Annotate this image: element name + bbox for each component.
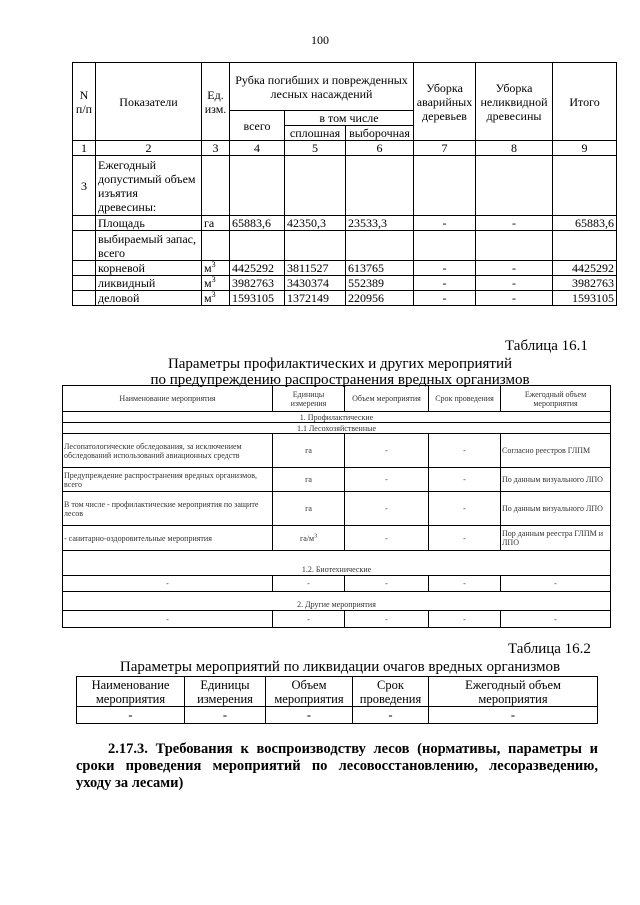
- cell-illiquid: -: [476, 276, 553, 291]
- cell-volume: -: [345, 526, 429, 551]
- row-num: 3: [73, 156, 96, 216]
- cell-selective: 23533,3: [346, 216, 414, 231]
- cell-dash: -: [501, 576, 611, 592]
- cell-dash: -: [63, 611, 273, 628]
- table-row: [63, 576, 611, 592]
- cell-total: 1593105: [230, 291, 285, 306]
- cell-name: Предупреждение распространения вредных организмов, всего: [63, 468, 273, 492]
- cell-solid: 1372149: [285, 291, 346, 306]
- cell-term: -: [429, 434, 501, 468]
- section-heading: 2.17.3. Требования к воспроизводству лесов (нормативы, параметры и сроки проведения мероприятий по лесовосстановлению, лесоразведению, уходу за лесами): [76, 741, 598, 791]
- col-number: 3: [202, 141, 230, 156]
- cell-dash: -: [266, 707, 353, 724]
- cell-selective: 613765: [346, 261, 414, 276]
- table-row: [63, 611, 611, 628]
- cell-dash: -: [353, 707, 429, 724]
- col-number: 1: [73, 141, 96, 156]
- cell-itogo: 3982763: [553, 276, 617, 291]
- cell-term: -: [429, 492, 501, 526]
- table-row: [73, 261, 617, 276]
- table-16-2-title: Параметры мероприятий по ликвидации очагов вредных организмов: [119, 659, 561, 675]
- cell-dash: -: [429, 611, 501, 628]
- header-volume: Объем мероприятия: [345, 386, 429, 412]
- col-number: 4: [230, 141, 285, 156]
- cell-annual: По данным визуального ЛПО: [501, 492, 611, 526]
- header-total: всего: [230, 111, 285, 141]
- header-term: Срок проведения: [353, 677, 429, 707]
- cell-unit: га: [273, 434, 345, 468]
- cell-illiquid: -: [476, 216, 553, 231]
- table-row: [63, 434, 611, 468]
- table-16-1-number: Таблица 16.1: [505, 338, 588, 354]
- header-emergency: Уборка аварийных деревьев: [414, 63, 476, 141]
- cell-total: 3982763: [230, 276, 285, 291]
- cell-emergency: -: [414, 216, 476, 231]
- table-16-1-title-line1: Параметры профилактических и других мероприятий: [167, 356, 513, 372]
- table-row: [73, 276, 617, 291]
- cell-volume: -: [345, 468, 429, 492]
- cell-unit: га: [273, 468, 345, 492]
- col-number: 9: [553, 141, 617, 156]
- header-solid: сплошная: [285, 126, 346, 141]
- cell-dash: -: [273, 576, 345, 592]
- table-row: [63, 526, 611, 551]
- cell-itogo: 4425292: [553, 261, 617, 276]
- felling-volume-table: [72, 62, 617, 306]
- cell-annual: Пор данным реестра ГЛПМ и ЛПО: [501, 526, 611, 551]
- cell-name: В том числе - профилактические мероприятия по защите лесов: [63, 492, 273, 526]
- table-row: [73, 156, 617, 216]
- header-including: в том числе: [285, 111, 414, 126]
- cell-total: 65883,6: [230, 216, 285, 231]
- header-term: Срок проведения: [429, 386, 501, 412]
- section-title: 1. Профилактические: [63, 412, 611, 423]
- section-title: 1.1 Лесохозяйственные: [63, 423, 611, 434]
- column-number-row: [73, 141, 617, 156]
- table-row: [77, 707, 598, 724]
- header-illiquid: Уборка неликвидной древесины: [476, 63, 553, 141]
- header-annual: Ежегодный объем мероприятия: [429, 677, 598, 707]
- header-units: Единицы измерения: [185, 677, 266, 707]
- cell-dash: -: [429, 707, 598, 724]
- cell-label: ликвидный: [96, 276, 202, 291]
- table-row: [63, 468, 611, 492]
- preventive-measures-table: [62, 385, 611, 628]
- col-number: 5: [285, 141, 346, 156]
- col-number: 7: [414, 141, 476, 156]
- table-row: [63, 492, 611, 526]
- cell-unit: $м^3$: [202, 276, 230, 291]
- header-annual: Ежегодный объем мероприятия: [501, 386, 611, 412]
- cell-illiquid: -: [476, 291, 553, 306]
- table-16-2-number: Таблица 16.2: [508, 641, 591, 657]
- cell-volume: -: [345, 434, 429, 468]
- cell-dash: -: [345, 611, 429, 628]
- table-16-1-title-line2: по предупреждению распространения вредных организмов: [150, 372, 530, 388]
- col-number: 8: [476, 141, 553, 156]
- table-row: [73, 291, 617, 306]
- cell-total: 4425292: [230, 261, 285, 276]
- cell-term: -: [429, 526, 501, 551]
- cell-unit: $га/м^3$: [273, 526, 345, 551]
- cell-name: - санитарно-оздоровительные мероприятия: [63, 526, 273, 551]
- col-number: 6: [346, 141, 414, 156]
- cell-selective: 220956: [346, 291, 414, 306]
- cell-selective: 552389: [346, 276, 414, 291]
- cell-emergency: -: [414, 291, 476, 306]
- cell-dash: -: [345, 576, 429, 592]
- cell-annual: По данным визуального ЛПО: [501, 468, 611, 492]
- subheading: выбираемый запас, всего: [96, 231, 202, 261]
- cell-unit: га: [273, 492, 345, 526]
- cell-dash: -: [501, 611, 611, 628]
- cell-dash: -: [63, 576, 273, 592]
- header-volume: Объем мероприятия: [266, 677, 353, 707]
- cell-volume: -: [345, 492, 429, 526]
- cell-label: корневой: [96, 261, 202, 276]
- page-number: 100: [311, 33, 329, 47]
- cell-emergency: -: [414, 261, 476, 276]
- header-selective: выборочная: [346, 126, 414, 141]
- header-units: Единицы измерения: [273, 386, 345, 412]
- cell-itogo: 1593105: [553, 291, 617, 306]
- header-name: Наименование мероприятия: [63, 386, 273, 412]
- table-row: [73, 231, 617, 261]
- cell-unit: $м^3$: [202, 261, 230, 276]
- cell-illiquid: -: [476, 261, 553, 276]
- header-num: N п/п: [73, 63, 96, 141]
- cell-emergency: -: [414, 276, 476, 291]
- col-number: 2: [96, 141, 202, 156]
- cell-dash: -: [273, 611, 345, 628]
- cell-dash: -: [429, 576, 501, 592]
- cell-solid: 42350,3: [285, 216, 346, 231]
- cell-solid: 3430374: [285, 276, 346, 291]
- cell-itogo: 65883,6: [553, 216, 617, 231]
- cell-name: Лесопатологические обследования, за исключением обследований использований авиационных средств: [63, 434, 273, 468]
- header-itogo: Итого: [553, 63, 617, 141]
- cell-unit: га: [202, 216, 230, 231]
- header-unit: Ед. изм.: [202, 63, 230, 141]
- cell-label: Площадь: [96, 216, 202, 231]
- section-title: 1.2. Биотехнические: [63, 565, 611, 576]
- header-felling-group: Рубка погибших и поврежденных лесных насаждений: [230, 63, 414, 111]
- cell-dash: -: [77, 707, 185, 724]
- cell-solid: 3811527: [285, 261, 346, 276]
- cell-term: -: [429, 468, 501, 492]
- outbreak-liquidation-table: [76, 676, 598, 724]
- header-name: Наименование мероприятия: [77, 677, 185, 707]
- table-row: [73, 216, 617, 231]
- cell-annual: Согласно реестров ГЛПМ: [501, 434, 611, 468]
- section-title: 2. Другие мероприятия: [63, 600, 611, 611]
- cell-dash: -: [185, 707, 266, 724]
- cell-label: деловой: [96, 291, 202, 306]
- header-indicators: Показатели: [96, 63, 202, 141]
- cell-unit: $м^3$: [202, 291, 230, 306]
- row-label: Ежегодный допустимый объем изъятия древесины:: [96, 156, 202, 216]
